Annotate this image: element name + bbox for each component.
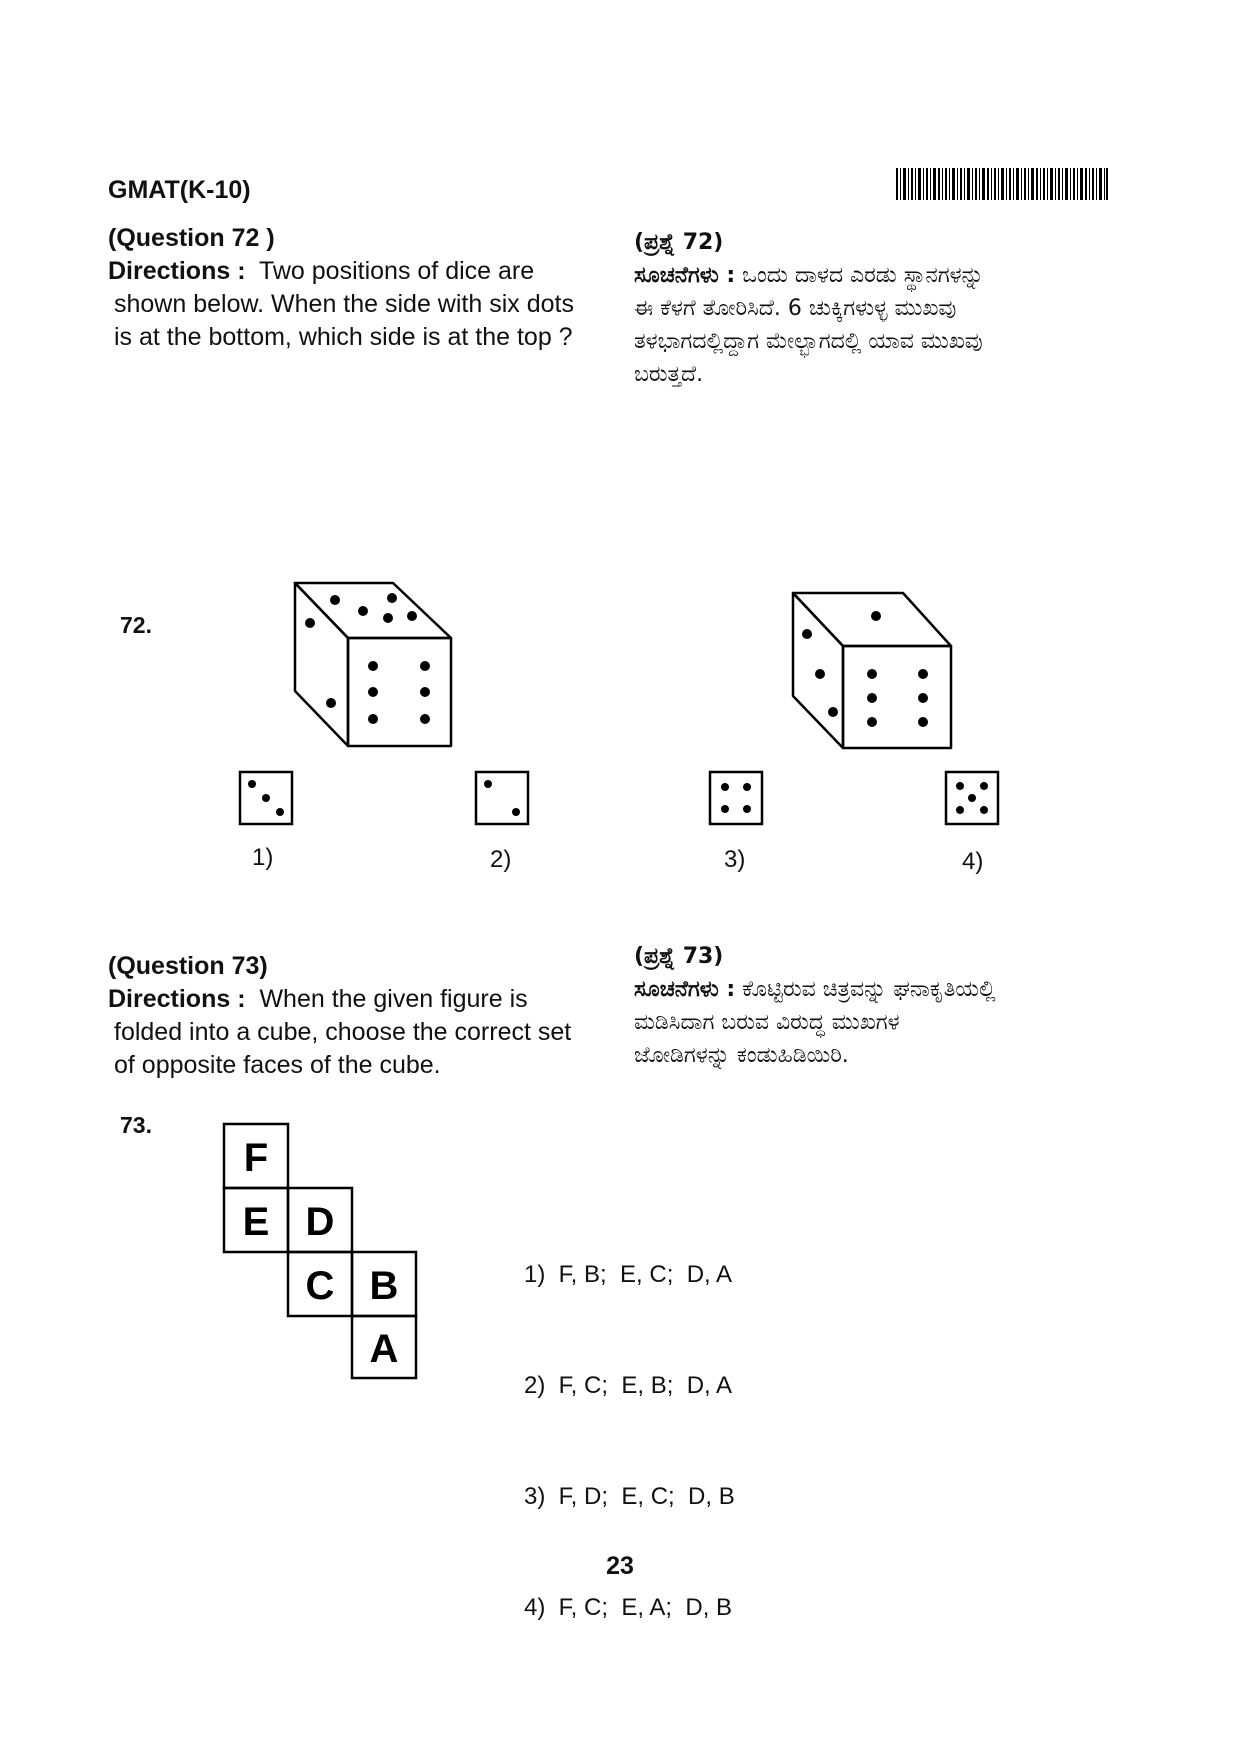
die-1-top-face <box>295 583 451 638</box>
q73-title-en: (Question 73) <box>108 952 268 980</box>
die-1-top-dot <box>383 613 393 623</box>
q72-option-4-label[interactable]: 4) <box>962 848 984 875</box>
q73-english-block <box>108 950 628 1082</box>
die-1-front-dot <box>420 687 430 697</box>
die-1-top-dot <box>407 611 417 621</box>
die-2-front-dot <box>918 717 928 727</box>
q72-die-2 <box>788 588 958 754</box>
q72-option-2-label[interactable]: 2) <box>490 846 512 873</box>
q72-directions-line-1-en: Two positions of dice are <box>258 257 535 285</box>
q72-directions-line-2-kn: ಈ ಕೆಳಗೆ ತೋರಿಸಿದೆ. 6 ಚುಕ್ಕಿಗಳುಳ್ಳ ಮುಖವು <box>634 296 957 321</box>
q72-title-en: (Question 72 ) <box>108 224 275 252</box>
q72-option-1-label[interactable]: 1) <box>252 844 274 871</box>
die-1-front-dot <box>420 714 430 724</box>
exam-code: GMAT(K-10) <box>108 176 251 204</box>
die-2-front-face <box>843 646 951 748</box>
q72-option-4-face[interactable] <box>944 770 1002 828</box>
die-1-top-dot <box>330 595 340 605</box>
q72-directions-line-3-kn: ತಳಭಾಗದಲ್ಲಿದ್ದಾಗ ಮೇಲ್ಭಾಗದಲ್ಲಿ ಯಾವ ಮುಖವು <box>634 329 983 354</box>
die-1-left-dot <box>326 698 336 708</box>
q73-directions-line-1-en: When the given figure is <box>259 985 528 1013</box>
die-1-left-face <box>295 583 348 746</box>
q72-directions-line-1-kn: ಒಂದು ದಾಳದ ಎರಡು ಸ್ಥಾನಗಳನ್ನು <box>742 263 984 288</box>
q73-option-2[interactable]: 2) F, C; E, B; D, A <box>524 1372 733 1399</box>
barcode <box>896 168 1108 200</box>
q73-directions-line-2-kn: ಮಡಿಸಿದಾಗ ಬರುವ ವಿರುದ್ಧ ಮುಖಗಳ <box>634 1010 900 1035</box>
die-2-front-dot <box>867 669 877 679</box>
q72-option-1-face[interactable] <box>238 770 296 828</box>
die-1-front-dot <box>368 714 378 724</box>
q73-directions-line-3-kn: ಜೋಡಿಗಳನ್ನು ಕಂಡುಹಿಡಿಯಿರಿ. <box>634 1043 849 1068</box>
q73-directions-label-kn: ಸೂಚನೆಗಳು : <box>634 977 736 1002</box>
net-face-e: E <box>242 1200 270 1244</box>
q72-die-1 <box>290 578 460 750</box>
q73-directions-line-3-en: of opposite faces of the cube. <box>114 1051 441 1079</box>
q72-kannada-block <box>634 226 1114 391</box>
q73-kannada-block <box>634 940 1114 1072</box>
q73-directions-label-en: Directions : <box>108 985 246 1013</box>
q73-directions-line-1-kn: ಕೊಟ್ಟಿರುವ ಚಿತ್ರವನ್ನು ಘನಾಕೃತಿಯಲ್ಲಿ <box>742 977 996 1002</box>
q72-directions-line-3-en: is at the bottom, which side is at the top ? <box>114 323 573 351</box>
q73-number: 73. <box>120 1112 152 1138</box>
net-face-a: A <box>369 1327 399 1371</box>
die-1-top-dot <box>358 606 368 616</box>
die-1-left-dot <box>305 618 315 628</box>
die-1-top-dot <box>387 593 397 603</box>
die-1-front-dot <box>368 661 378 671</box>
q73-option-3[interactable]: 3) F, D; E, C; D, B <box>524 1483 735 1510</box>
q73-options <box>524 1182 735 1663</box>
die-1-front-dot <box>368 687 378 697</box>
q72-directions-label-kn: ಸೂಚನೆಗಳು : <box>634 263 736 288</box>
die-2-front-dot <box>867 693 877 703</box>
q72-english-block <box>108 222 608 354</box>
q72-option-3-label[interactable]: 3) <box>724 846 746 873</box>
q72-directions-label-en: Directions : <box>108 257 246 285</box>
q73-option-4[interactable]: 4) F, C; E, A; D, B <box>524 1594 733 1621</box>
die-2-left-dot <box>815 669 825 679</box>
q73-directions-line-2-en: folded into a cube, choose the correct set <box>114 1018 572 1046</box>
q72-title-kn: (ಪ್ರಶ್ನೆ 72) <box>634 230 724 255</box>
net-face-b: B <box>369 1264 399 1308</box>
q73-title-kn: (ಪ್ರಶ್ನೆ 73) <box>634 944 724 969</box>
die-1-front-face <box>348 638 451 746</box>
die-2-front-dot <box>918 669 928 679</box>
net-face-c: C <box>305 1264 335 1308</box>
page-number: 23 <box>606 1552 634 1580</box>
die-2-front-dot <box>867 717 877 727</box>
q72-number: 72. <box>120 612 152 638</box>
q72-option-3-face[interactable] <box>708 770 766 828</box>
q72-directions-line-4-kn: ಬರುತ್ತದೆ. <box>634 362 704 387</box>
q72-option-2-face[interactable] <box>474 770 532 828</box>
die-2-top-dot <box>871 611 881 621</box>
die-2-left-dot <box>828 707 838 717</box>
die-1-front-dot <box>420 661 430 671</box>
net-face-f: F <box>243 1136 269 1180</box>
q73-option-1[interactable]: 1) F, B; E, C; D, A <box>524 1261 733 1288</box>
q73-cube-net <box>220 1120 420 1382</box>
die-2-front-dot <box>918 693 928 703</box>
q72-directions-line-2-en: shown below. When the side with six dots <box>114 290 574 318</box>
die-2-left-dot <box>802 629 812 639</box>
net-face-d: D <box>305 1200 335 1244</box>
